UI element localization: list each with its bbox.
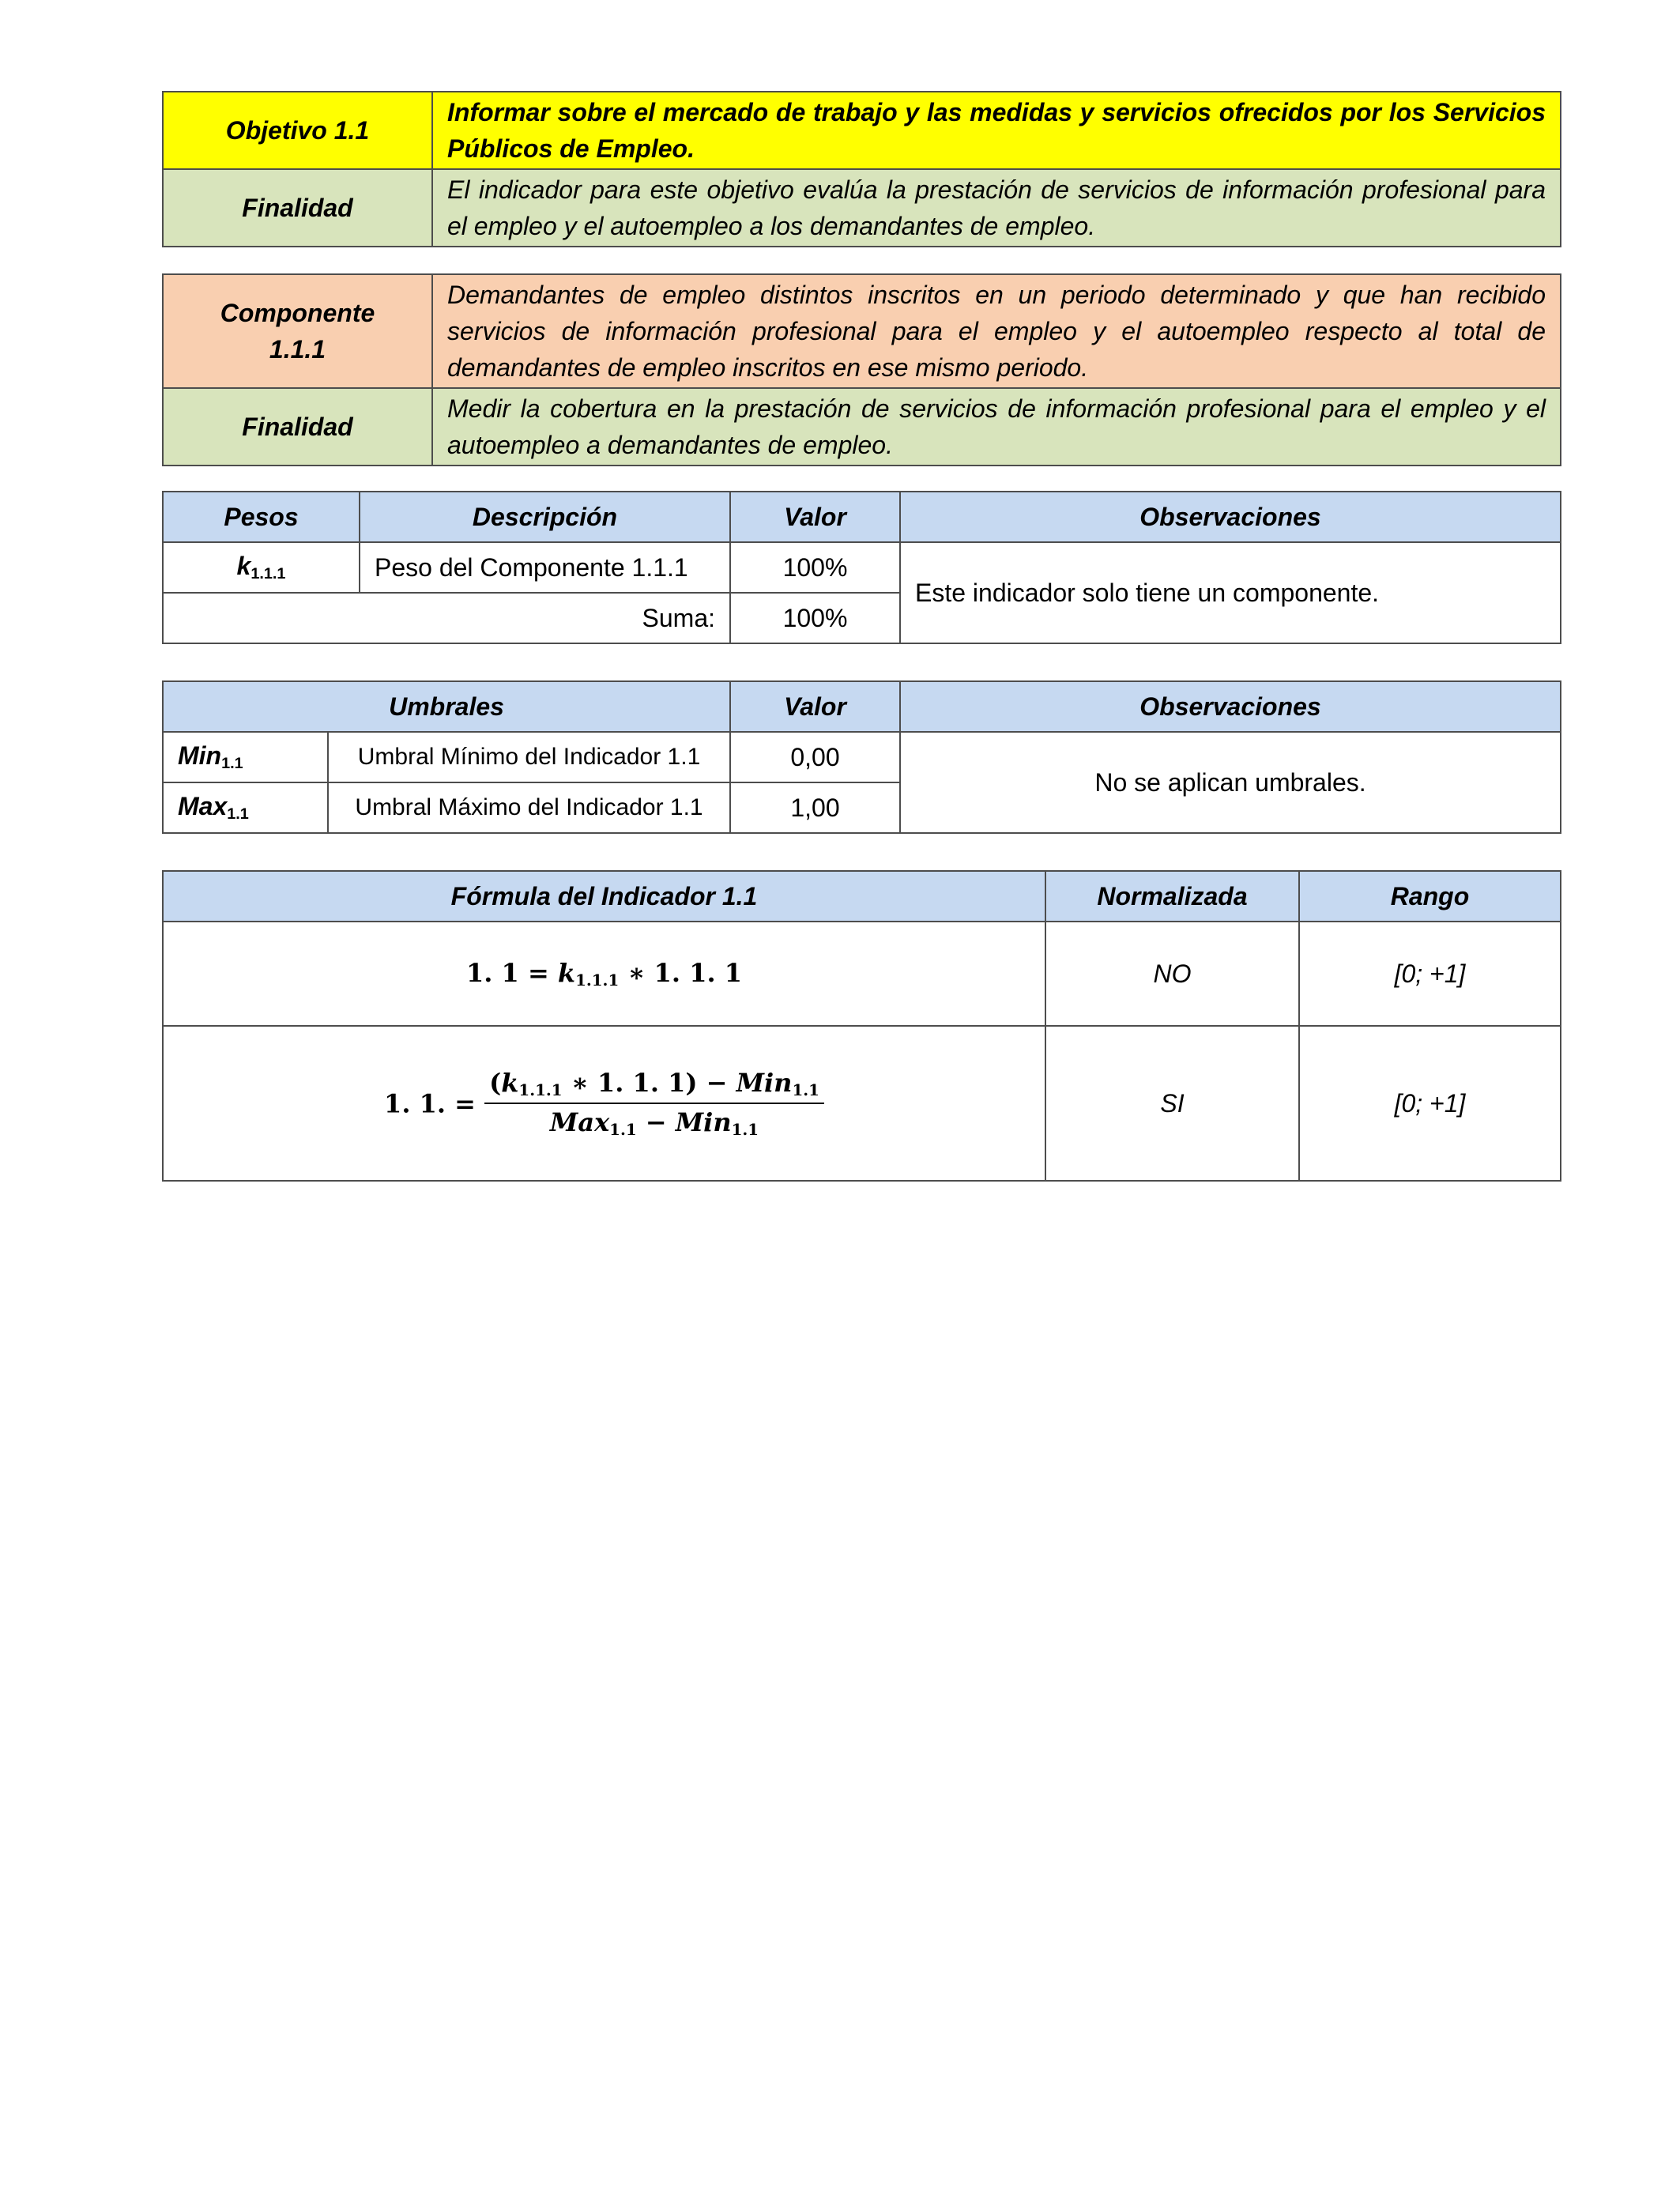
weights-observation: Este indicador solo tiene un componente. — [900, 542, 1561, 643]
formula-norm-mid: ∗ 1. 1. 1) − — [562, 1068, 736, 1099]
formula-raw-expression — [466, 958, 742, 988]
formula-norm-min-sub: 1.1 — [792, 1080, 819, 1099]
component-label: Componente 1.1.1 — [163, 274, 432, 388]
component-purpose-label: Finalidad — [163, 388, 432, 466]
formula-row-raw — [163, 922, 1045, 1026]
formula-norm-den-minus: − — [636, 1107, 676, 1137]
formula-raw-rest: ∗ 1. 1. 1 — [619, 958, 743, 989]
formula-norm-range: [0; +1] — [1299, 1026, 1561, 1181]
weights-sum-value: 100% — [730, 593, 900, 643]
weight-symbol-sub: 1.1.1 — [250, 564, 286, 582]
formula-header-normalized: Normalizada — [1045, 871, 1299, 922]
weight-description: Peso del Componente 1.1.1 — [360, 542, 730, 593]
weights-header-observations: Observaciones — [900, 492, 1561, 542]
weights-sum-label: Suma: — [163, 593, 730, 643]
component-purpose-text: Medir la cobertura en la prestación de servicios de información profesional para el empleo y el autoempleo a demandantes de empleo. — [432, 388, 1561, 466]
thresholds-header-observations: Observaciones — [900, 681, 1561, 732]
thresholds-observation: No se aplican umbrales. — [900, 732, 1561, 833]
component-table — [162, 273, 1561, 466]
formula-norm-den-max: Max — [549, 1107, 610, 1137]
threshold-max-symbol — [163, 782, 328, 833]
formula-norm-fraction — [484, 1068, 824, 1139]
formula-norm-numerator — [484, 1068, 824, 1104]
threshold-max-value: 1,00 — [730, 782, 900, 833]
formula-raw-normalized: NO — [1045, 922, 1299, 1026]
weights-table — [162, 491, 1561, 644]
formula-raw-k: k — [557, 958, 576, 989]
threshold-max-base: Max — [178, 792, 228, 821]
threshold-min-symbol — [163, 732, 328, 782]
formula-norm-open: ( — [489, 1068, 502, 1099]
weights-header-value: Valor — [730, 492, 900, 542]
threshold-min-base: Min — [178, 741, 222, 771]
component-text: Demandantes de empleo distintos inscritos en un periodo determinado y que han recibido servicios de información profesional para el empleo y el autoempleo respecto al total de demandantes de empleo inscritos en ese mismo periodo. — [432, 274, 1561, 388]
thresholds-header-value: Valor — [730, 681, 900, 732]
threshold-min-value: 0,00 — [730, 732, 900, 782]
weights-header-description: Descripción — [360, 492, 730, 542]
threshold-max-sub: 1.1 — [227, 805, 249, 823]
thresholds-table — [162, 680, 1561, 834]
formula-raw-range: [0; +1] — [1299, 922, 1561, 1026]
formula-table — [162, 870, 1561, 1182]
formula-header-range: Rango — [1299, 871, 1561, 922]
formula-norm-den-max-sub: 1.1 — [609, 1119, 637, 1139]
formula-norm-denominator — [484, 1104, 824, 1139]
formula-raw-lhs: 1. 1 = — [465, 958, 558, 989]
formula-norm-k: k — [501, 1068, 519, 1099]
objective-label: Objetivo 1.1 — [163, 92, 432, 169]
formula-row-normalized — [163, 1026, 1045, 1181]
weight-symbol — [163, 542, 360, 593]
objective-text: Informar sobre el mercado de trabajo y las medidas y servicios ofrecidos por los Servicios Públicos de Empleo. — [432, 92, 1561, 169]
objective-table — [162, 91, 1561, 247]
formula-norm-k-sub: 1.1.1 — [518, 1080, 563, 1099]
weight-symbol-base: k — [236, 552, 251, 581]
formula-header-formula: Fórmula del Indicador 1.1 — [163, 871, 1045, 922]
threshold-max-description: Umbral Máximo del Indicador 1.1 — [328, 782, 730, 833]
formula-norm-lhs: 1. 1. = — [384, 1088, 485, 1118]
formula-norm-normalized: SI — [1045, 1026, 1299, 1181]
threshold-min-description: Umbral Mínimo del Indicador 1.1 — [328, 732, 730, 782]
weight-value: 100% — [730, 542, 900, 593]
formula-norm-min: Min — [736, 1068, 793, 1099]
weights-header-pesos: Pesos — [163, 492, 360, 542]
formula-norm-den-min-sub: 1.1 — [731, 1119, 759, 1139]
formula-norm-expression — [384, 1068, 824, 1139]
threshold-min-sub: 1.1 — [221, 754, 243, 772]
formula-norm-den-min: Min — [675, 1107, 732, 1137]
objective-purpose-text: El indicador para este objetivo evalúa la prestación de servicios de información profesional para el empleo y el autoempleo a los demandantes de empleo. — [432, 169, 1561, 247]
thresholds-header-umbrales: Umbrales — [163, 681, 730, 732]
formula-raw-k-sub: 1.1.1 — [575, 970, 620, 990]
objective-purpose-label: Finalidad — [163, 169, 432, 247]
